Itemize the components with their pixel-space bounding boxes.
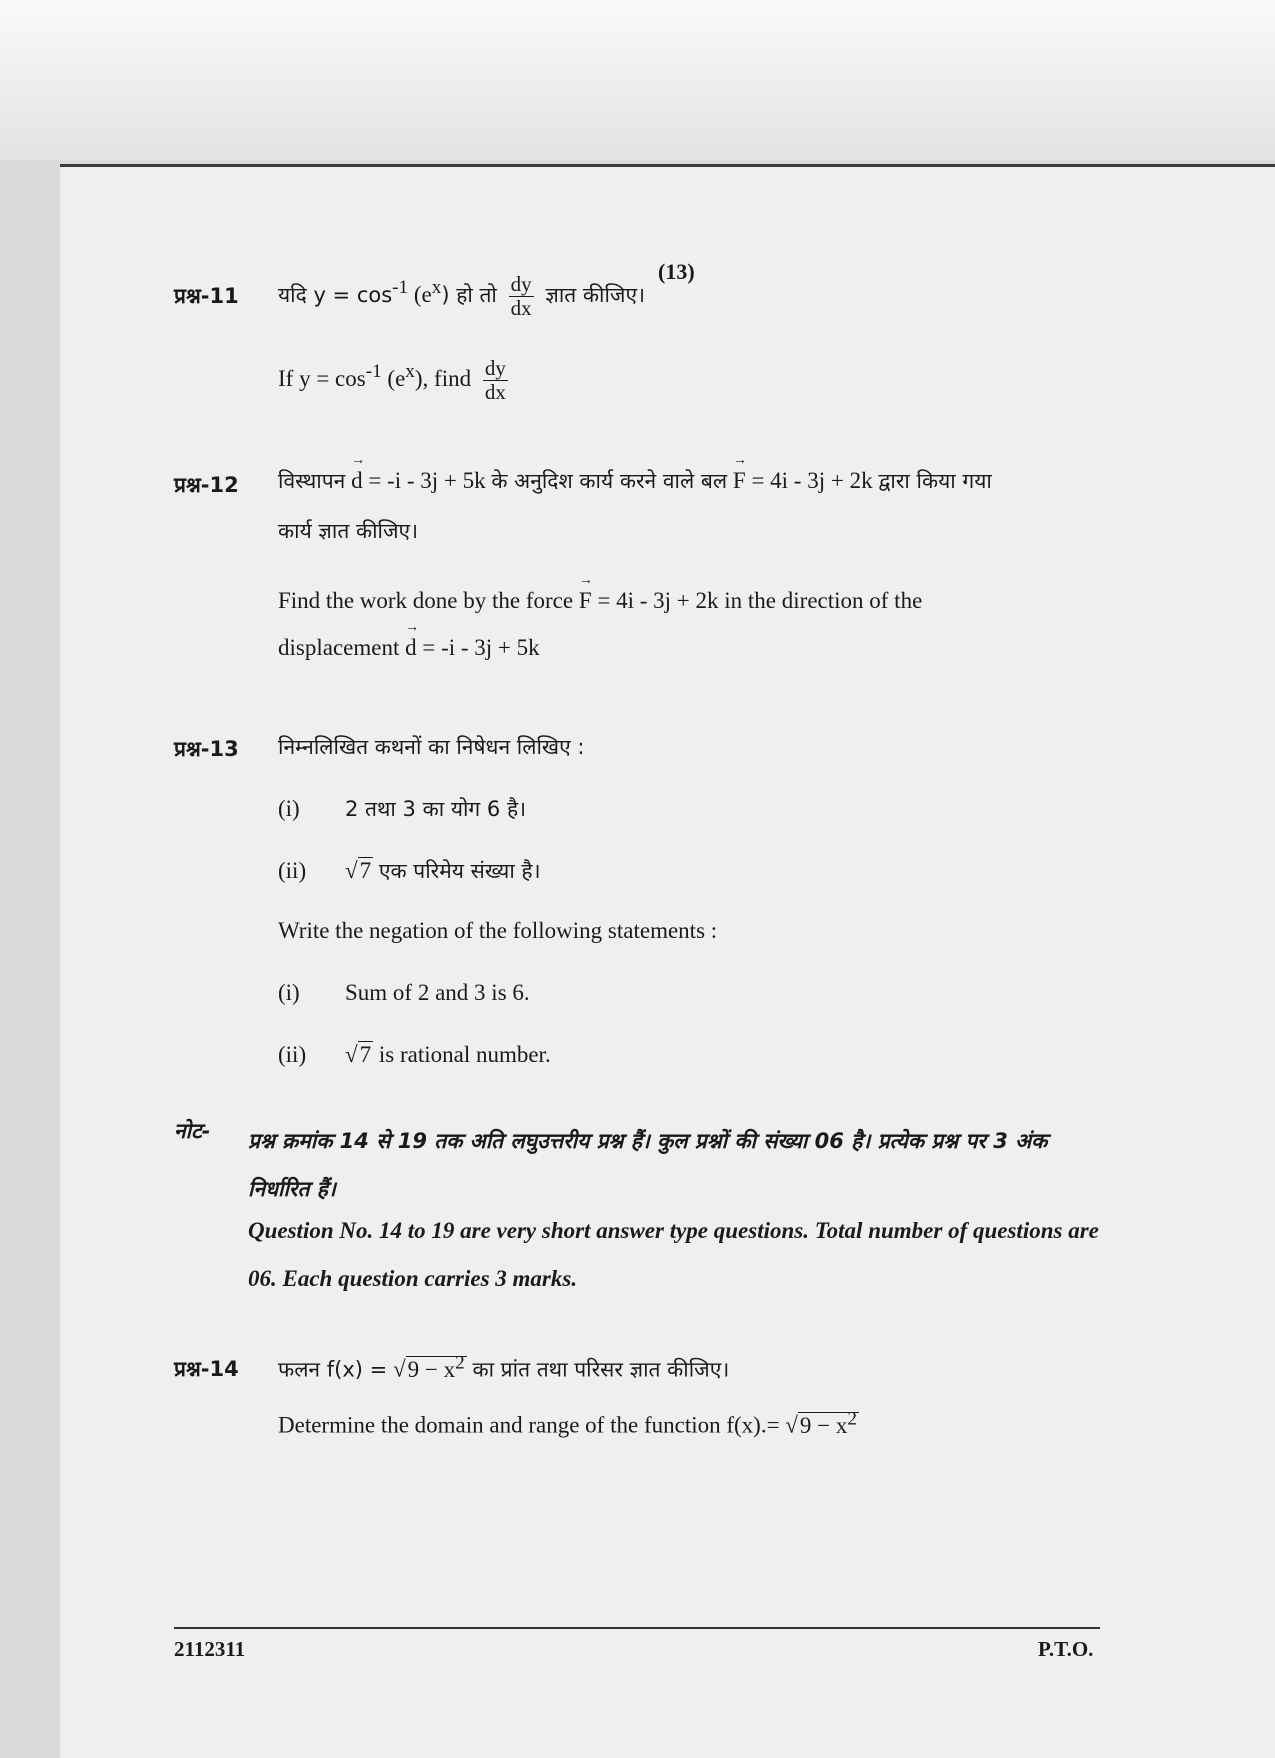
q11-label: प्रश्न-11	[174, 284, 239, 308]
q13-english-ii: (ii)	[278, 1042, 307, 1067]
q12-english: Find the work done by the force → F = 4i - 3j + 2k in the direction of the	[278, 587, 922, 615]
q12-hindi: विस्थापन → d = -i - 3j + 5k के अनुदिश कार्य करने वाले बल → F = 4i - 3j + 2k द्वारा किया गया	[278, 467, 1108, 495]
q11-derivative: $\frac{dy}{dx}$	[510, 272, 532, 321]
exam-page	[60, 164, 1275, 1758]
q13-hindi-i: (i)	[278, 796, 300, 821]
note-label: नोट-	[174, 1119, 211, 1143]
q13-english-i: (i)	[278, 980, 300, 1005]
paper-code: 2112311	[174, 1637, 246, 1661]
note-hindi: प्रश्न क्रमांक 14 से 19 तक अति लघुउत्तरीय प्रश्न हैं। कुल प्रश्नों की संख्या 06 है। प्रत्येक प्रश्न पर 3 अंक निर्धारित हैं।	[248, 1129, 1048, 1201]
note-english: Question No. 14 to 19 are very short answer type questions. Total number of questions are 06. Each question carries 3 marks.	[248, 1218, 1099, 1291]
q13-english-i-text: Sum of 2 and 3 is 6.	[345, 980, 530, 1005]
page-number: (13)	[658, 259, 695, 284]
q11-derivative-en: $\frac{dy}{dx}$	[484, 356, 506, 405]
q11-hindi: यदि $y = \cos^{-1} (e^x)$ हो तो $\frac{dy}{dx}$ ज्ञात कीजिए।	[278, 272, 646, 321]
q14-english: Determine the domain and range of the function $f(x).= √9 - x^2$	[278, 1408, 857, 1438]
q12-hindi-2: कार्य ज्ञात कीजिए।	[278, 519, 419, 543]
q13-label: प्रश्न-13	[174, 737, 239, 761]
q13-english-intro: Write the negation of the following statements :	[278, 918, 718, 943]
q13-english-ii-text: √7 is rational number.	[345, 1042, 551, 1067]
q13-hindi-ii-text: √7 एक परिमेय संख्या है।	[345, 858, 541, 883]
q12-english-2: displacement → d = -i - 3j + 5k	[278, 634, 540, 662]
q13-hindi-i-text: 2 तथा 3 का योग 6 है।	[345, 797, 527, 821]
pto: P.T.O.	[1038, 1637, 1094, 1661]
q11-english: If $y = \cos^{-1} (e^x)$, find $\frac{dy}{dx}$	[278, 356, 506, 405]
q12-label: प्रश्न-12	[174, 473, 239, 497]
q13-hindi-intro: निम्नलिखित कथनों का निषेधन लिखिए :	[278, 735, 585, 759]
footer-rule	[174, 1627, 1100, 1629]
scan-shadow	[0, 0, 1275, 160]
q14-hindi: फलन $f(x) = √9 - x^2$ का प्रांत तथा परिसर ज्ञात कीजिए।	[278, 1352, 730, 1382]
q13-hindi-ii: (ii)	[278, 858, 307, 883]
q14-label: प्रश्न-14	[174, 1357, 239, 1381]
